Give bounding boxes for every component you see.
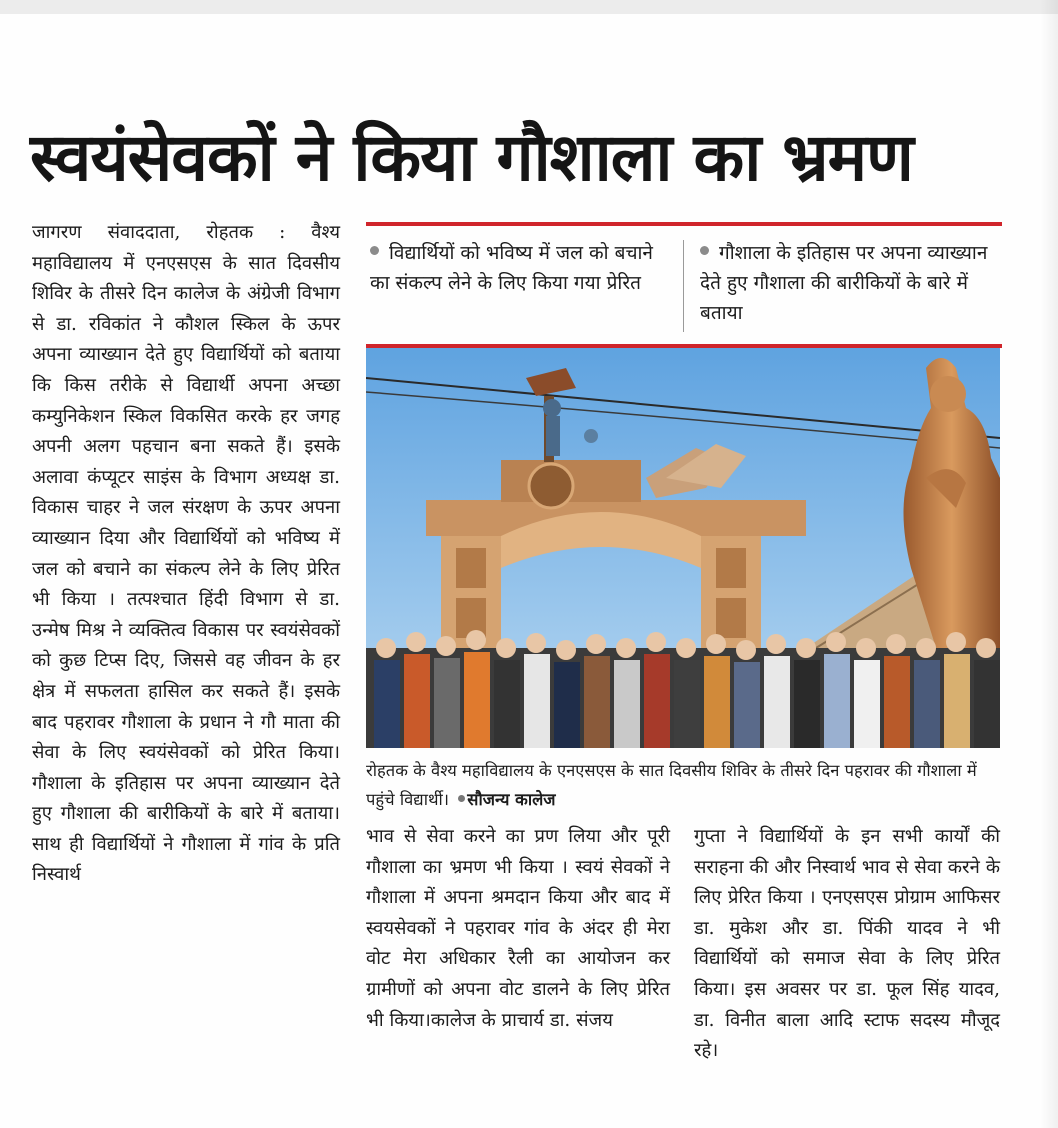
highlight-divider xyxy=(683,240,684,332)
highlight-2 xyxy=(700,238,1000,328)
page-edge-shadow xyxy=(1040,0,1058,1128)
highlight-top-rule xyxy=(366,222,1002,226)
caption-dot-icon xyxy=(458,795,465,802)
gate-chariot-photo-icon xyxy=(366,348,1000,748)
caption-text: रोहतक के वैश्य महाविद्यालय के एनएसएस के सात दिवसीय शिविर के तीसरे दिन पहरावर की गौशाला में पहुंचे विद्यार्थी। xyxy=(366,761,977,809)
top-band xyxy=(0,0,1058,14)
highlight-1 xyxy=(370,238,670,298)
headline: स्वयंसेवकों ने किया गौशाला का भ्रमण xyxy=(30,119,913,196)
photo-caption xyxy=(366,756,1002,814)
caption-credit: सौजन्य कालेज xyxy=(467,790,556,809)
bullet-dot-icon xyxy=(370,246,379,255)
article-column-1: जागरण संवाददाता, रोहतक : वैश्य महाविद्यालय में एनएसएस के सात दिवसीय शिविर के तीसरे दिन कालेज के अंग्रेजी विभाग से डा. रविकांत ने कौशल स्किल के ऊपर अपना व्याख्यान देते हुए विद्यार्थियों को बताया कि किस तरीके से विद्यार्थी अपना अच्छा कम्युनिकेशन स्किल विकसित करके हर जगह अपनी अलग पहचान बना सकते हैं। इसके अलावा कंप्यूटर साइंस के विभाग अध्यक्ष डा. विकास चाहर ने जल संरक्षण के ऊपर अपना व्याख्यान दिया और विद्यार्थियों को भविष्य में जल को बचाने का संकल्प लेने के लिए प्रेरित भी किया । तत्पश्चात हिंदी विभाग से डा. उन्मेष मिश्र ने व्यक्तित्व विकास पर स्वयंसेवकों को कुछ टिप्स दिए, जिससे वह जीवन के हर क्षेत्र में सफलता हासिल कर सकते हैं। इसके बाद पहरावर गौशाला के प्रधान ने गौ माता की सेवा के लिए स्वयंसेवकों को प्रेरित किया। गौशाला के इतिहास पर अपना व्याख्यान देते हुए गौशाला की बारीकियों के बारे में बताया। साथ ही विद्यार्थियों ने गौशाला में गांव के प्रति निस्वार्थ xyxy=(32,222,340,886)
bullet-dot-icon xyxy=(700,246,709,255)
article-column-3: गुप्ता ने विद्यार्थियों के इन सभी कार्यों की सराहना की और निस्वार्थ भाव से सेवा करने के लिए प्रेरित किया । एनएसएस प्रोग्राम आफिसर डा. मुकेश और डा. पिंकी यादव ने भी विद्यार्थियों को समाज सेवा के लिए प्रेरित किया। इस अवसर पर डा. फूल सिंह यादव, डा. विनीत बाला आदि स्टाफ सदस्य मौजूद रहे। xyxy=(694,826,1000,1062)
highlight-1-text: विद्यार्थियों को भविष्य में जल को बचाने का संकल्प लेने के लिए किया गया प्रेरित xyxy=(370,242,653,294)
highlight-2-text: गौशाला के इतिहास पर अपना व्याख्यान देते हुए गौशाला की बारीकियों के बारे में बताया xyxy=(700,242,988,324)
news-photo xyxy=(366,348,1000,748)
article-column-2: भाव से सेवा करने का प्रण लिया और पूरी गौशाला का भ्रमण भी किया । स्वयं सेवकों ने गौशाला में अपना श्रमदान किया और बाद में स्वयसेवकों ने पहरावर गांव के अंदर ही मेरा वोट मेरा अधिकार रैली का आयोजन कर ग्रामीणों को अपना वोट डालने के लिए प्रेरित भी किया।कालेज के प्राचार्य डा. संजय xyxy=(366,826,670,1031)
